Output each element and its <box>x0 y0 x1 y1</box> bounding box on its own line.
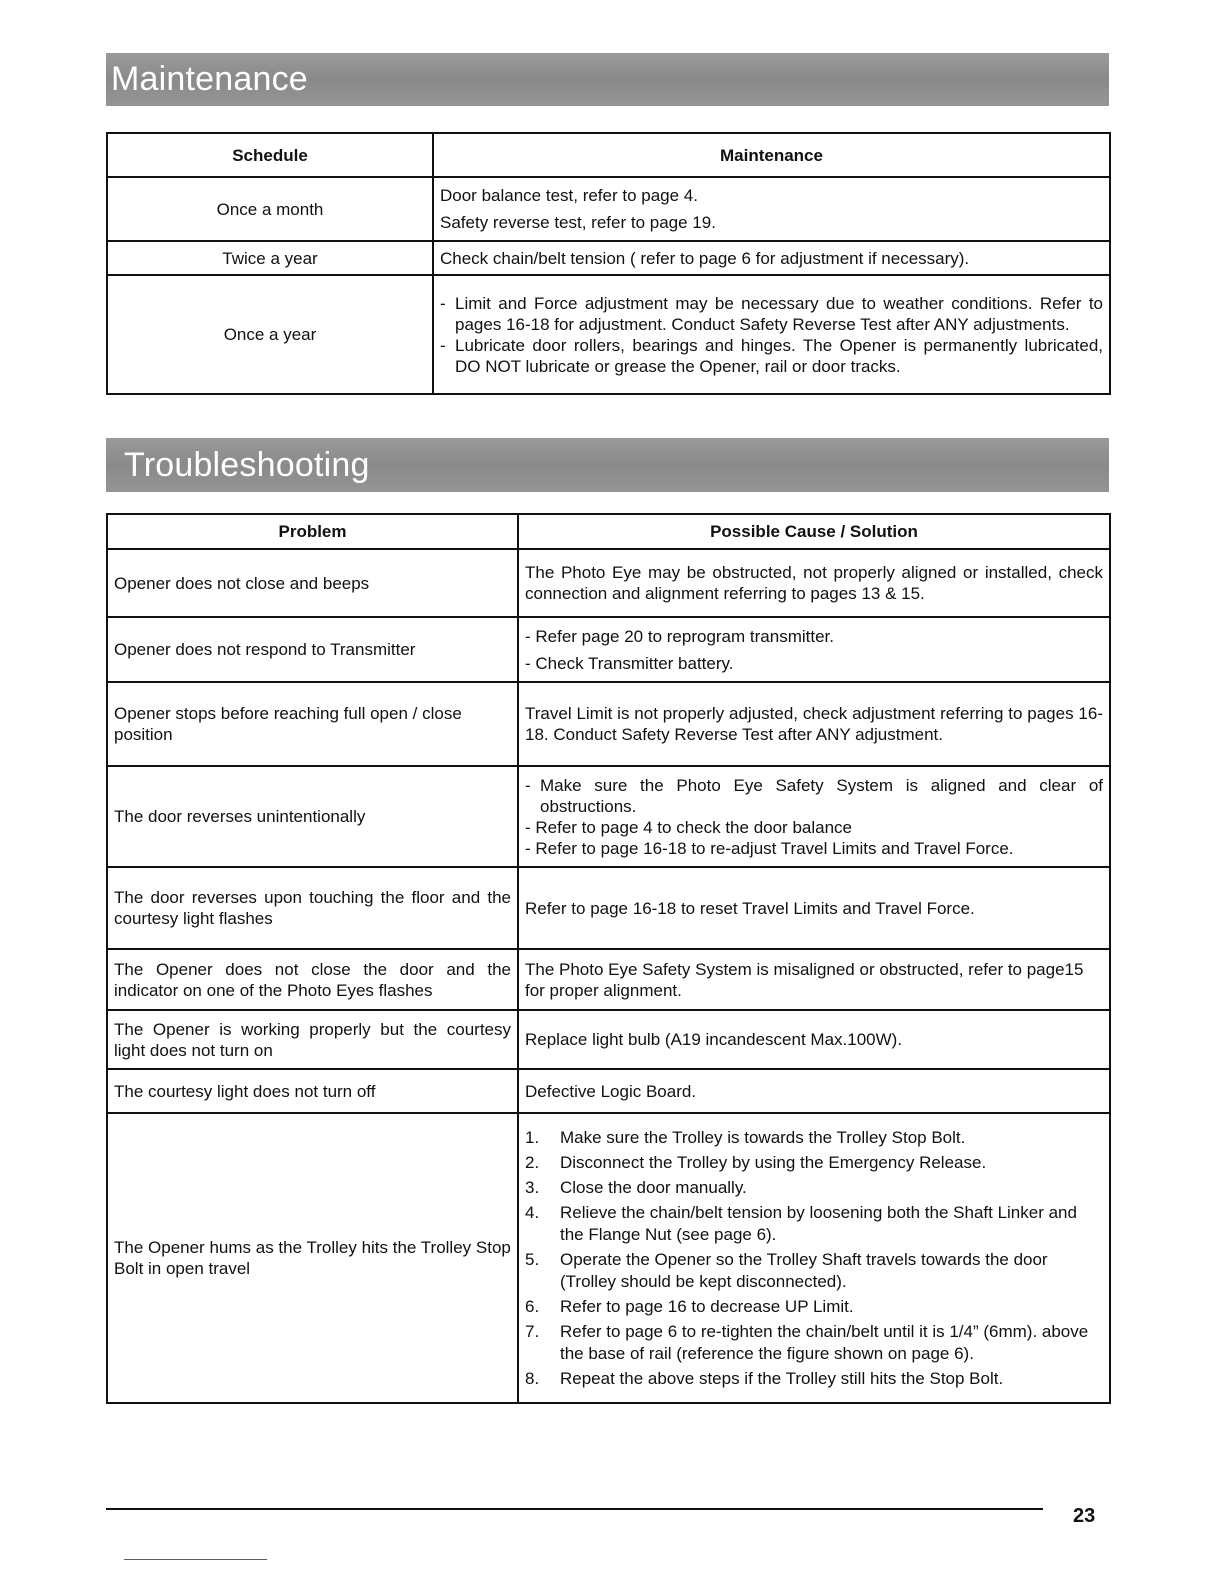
maintenance-row <box>107 275 1110 394</box>
troubleshooting-title-text: Troubleshooting <box>124 445 370 484</box>
solution-line: - Refer page 20 to reprogram transmitter. <box>525 626 1103 647</box>
step-item <box>525 1249 1103 1293</box>
scan-mark-divider <box>124 1559 267 1560</box>
solution-line: - Check Transmitter battery. <box>525 653 1103 674</box>
schedule-column-header: Schedule <box>107 133 433 177</box>
problem-cell: The Opener hums as the Trolley hits the Trolley Stop Bolt in open travel <box>107 1113 518 1403</box>
maintenance-title-text: Maintenance <box>111 60 308 98</box>
solution-cell <box>518 617 1110 682</box>
schedule-cell: Twice a year <box>107 241 433 275</box>
troubleshooting-row <box>107 617 1110 682</box>
step-text: Disconnect the Trolley by using the Emergency Release. <box>560 1152 987 1172</box>
problem-cell: The door reverses unintentionally <box>107 766 518 867</box>
solution-steps <box>525 1127 1103 1390</box>
page-number: 23 <box>1073 1505 1096 1527</box>
maintenance-line: Check chain/belt tension ( refer to page 6 for adjustment if necessary). <box>440 248 970 268</box>
step-number: 8. <box>525 1368 540 1388</box>
problem-cell: Opener stops before reaching full open / close position <box>107 682 518 766</box>
troubleshooting-row <box>107 949 1110 1010</box>
maintenance-table <box>106 132 1111 395</box>
solution-cell: The Photo Eye may be obstructed, not properly aligned or installed, check connection and alignment referring to pages 13 & 15. <box>518 549 1110 617</box>
footer-divider <box>106 1508 1043 1510</box>
list-item: - Lubricate door rollers, bearings and hinges. The Opener is permanently lubricated, DO NOT lubricate or grease the Opener, rail or door tracks. <box>440 335 1103 377</box>
troubleshooting-table <box>106 513 1111 1404</box>
step-item <box>525 1368 1103 1390</box>
solution-list <box>525 775 1103 817</box>
solution-cell: Travel Limit is not properly adjusted, check adjustment referring to pages 16-18. Conduct Safety Reverse Test after ANY adjustment. <box>518 682 1110 766</box>
step-number: 1. <box>525 1127 540 1147</box>
problem-column-header: Problem <box>107 514 518 549</box>
step-item <box>525 1127 1103 1149</box>
maintenance-section-title <box>106 53 1109 106</box>
step-item <box>525 1152 1103 1174</box>
step-text: Operate the Opener so the Trolley Shaft travels towards the door (Trolley should be kept disconnected). <box>560 1249 1048 1291</box>
maintenance-line: Door balance test, refer to page 4. <box>440 186 698 205</box>
troubleshooting-row <box>107 867 1110 949</box>
troubleshooting-row <box>107 682 1110 766</box>
step-number: 3. <box>525 1177 540 1197</box>
problem-cell: Opener does not respond to Transmitter <box>107 617 518 682</box>
maintenance-column-header: Maintenance <box>433 133 1110 177</box>
list-item: - Make sure the Photo Eye Safety System is aligned and clear of obstructions. <box>525 775 1103 817</box>
solution-cell: Replace light bulb (A19 incandescent Max.100W). <box>518 1010 1110 1069</box>
maintenance-cell <box>433 241 1110 275</box>
problem-cell: The Opener is working properly but the courtesy light does not turn on <box>107 1010 518 1069</box>
step-number: 5. <box>525 1249 540 1269</box>
step-number: 4. <box>525 1202 540 1222</box>
troubleshooting-row <box>107 1113 1110 1403</box>
solution-column-header: Possible Cause / Solution <box>518 514 1110 549</box>
solution-cell <box>518 766 1110 867</box>
step-text: Refer to page 6 to re-tighten the chain/belt until it is 1/4” (6mm). above the base of rail (reference the figure shown on page 6). <box>560 1321 1089 1363</box>
solution-cell <box>518 1113 1110 1403</box>
troubleshooting-section-title <box>106 438 1109 492</box>
maintenance-list <box>440 293 1103 377</box>
troubleshooting-row <box>107 1010 1110 1069</box>
step-text: Make sure the Trolley is towards the Trolley Stop Bolt. <box>560 1127 966 1147</box>
problem-cell: The door reverses upon touching the floor and the courtesy light flashes <box>107 867 518 949</box>
step-item <box>525 1321 1103 1365</box>
troubleshooting-row <box>107 1069 1110 1113</box>
step-item <box>525 1296 1103 1318</box>
step-item <box>525 1202 1103 1246</box>
step-text: Close the door manually. <box>560 1177 747 1197</box>
step-text: Repeat the above steps if the Trolley still hits the Stop Bolt. <box>560 1368 1004 1388</box>
maintenance-cell <box>433 275 1110 394</box>
maintenance-cell <box>433 177 1110 241</box>
solution-line: - Refer to page 16-18 to re-adjust Travel Limits and Travel Force. <box>525 838 1103 859</box>
solution-cell: Defective Logic Board. <box>518 1069 1110 1113</box>
step-number: 2. <box>525 1152 540 1172</box>
schedule-cell: Once a month <box>107 177 433 241</box>
solution-line: - Refer to page 4 to check the door balance <box>525 817 1103 838</box>
schedule-cell: Once a year <box>107 275 433 394</box>
troubleshooting-row <box>107 549 1110 617</box>
step-item <box>525 1177 1103 1199</box>
step-text: Refer to page 16 to decrease UP Limit. <box>560 1296 854 1316</box>
problem-cell: The Opener does not close the door and the indicator on one of the Photo Eyes flashes <box>107 949 518 1010</box>
troubleshooting-row <box>107 766 1110 867</box>
problem-cell: The courtesy light does not turn off <box>107 1069 518 1113</box>
maintenance-header-row <box>107 133 1110 177</box>
troubleshooting-header-row <box>107 514 1110 549</box>
step-text: Relieve the chain/belt tension by loosening both the Shaft Linker and the Flange Nut (see page 6). <box>560 1202 1077 1244</box>
maintenance-row <box>107 177 1110 241</box>
maintenance-row <box>107 241 1110 275</box>
solution-cell: Refer to page 16-18 to reset Travel Limits and Travel Force. <box>518 867 1110 949</box>
step-number: 7. <box>525 1321 540 1341</box>
problem-cell: Opener does not close and beeps <box>107 549 518 617</box>
solution-cell: The Photo Eye Safety System is misaligned or obstructed, refer to page15 for proper alignment. <box>518 949 1110 1010</box>
list-item: - Limit and Force adjustment may be necessary due to weather conditions. Refer to pages 16-18 for adjustment. Conduct Safety Reverse Test after ANY adjustments. <box>440 293 1103 335</box>
step-number: 6. <box>525 1296 540 1316</box>
maintenance-line: Safety reverse test, refer to page 19. <box>440 213 716 232</box>
